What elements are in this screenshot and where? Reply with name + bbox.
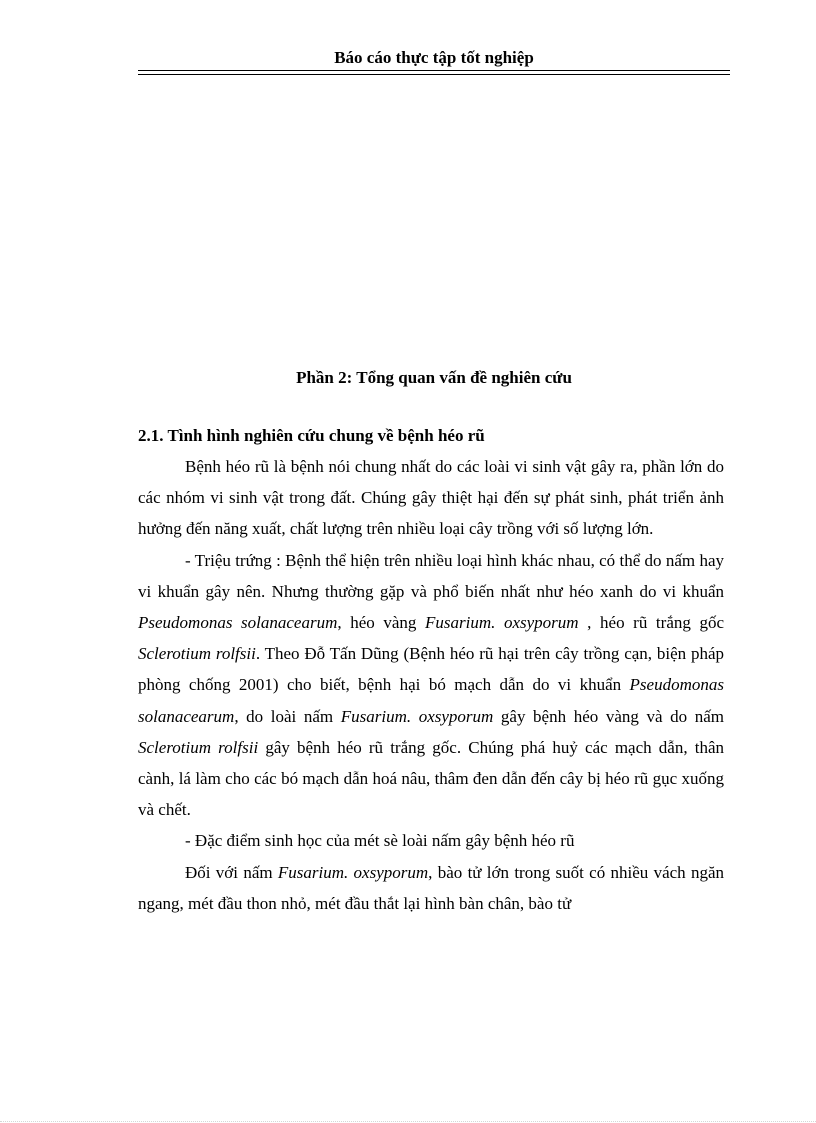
text-span: , bào tử lớn trong suốt có nhiều vách ngăn ngang, mét đầu thon nhỏ, mét đầu thắt lại hình bàn chân, bào tử — [138, 862, 725, 913]
page-bottom-border — [0, 1121, 816, 1122]
text-span: gây bệnh héo rũ trắng gốc. Chúng phá huỷ các mạch dẫn, thân cành, lá làm cho các bó mạch dẫn hoá nâu, thâm đen dẫn đến cây bị héo rũ gục xuống và chết. — [138, 737, 725, 820]
species-name: Fusarium. oxsyporum — [340, 706, 494, 726]
part-title: Phần 2: Tổng quan vấn đề nghiên cứu — [296, 368, 572, 387]
body-text — [138, 451, 724, 919]
species-name: Pseudomonas solanacearum — [138, 675, 724, 726]
text-span: - Triệu trứng : Bệnh thể hiện trên nhiều loại hình khác nhau, có thể do nấm hay vi khuẩn gây nên. Nhưng thường gặp và phổ biến nhất như héo xanh do vi khuẩn — [138, 550, 724, 601]
text-span: Đối với nấm — [185, 862, 278, 882]
paragraph-symptoms — [138, 545, 724, 826]
species-name: Sclerotium rolfsii — [138, 737, 259, 757]
text-span: gây bệnh héo vàng và do nấm — [493, 706, 725, 726]
paragraph-overview: Bệnh héo rũ là bệnh nói chung nhất do các loài vi sinh vật gây ra, phần lớn do các nhóm vi sinh vật trong đất. Chúng gây thiệt hại đến sự phát sinh, phát triển ảnh hưởng đến năng xuất, chất lượng trên nhiều loại cây trồng với số lượng lớn. — [138, 457, 724, 539]
paragraph-fusarium — [138, 857, 724, 919]
species-name: Fusarium. oxsyporum — [425, 613, 579, 633]
header-title: Báo cáo thực tập tốt nghiệp — [334, 48, 534, 67]
paragraph-biology-heading: - Đặc điểm sinh học của mét sè loài nấm gây bệnh héo rũ — [185, 831, 575, 851]
species-name: Fusarium. oxsyporum — [277, 862, 429, 882]
header-rule-thick — [138, 70, 730, 71]
text-span: , héo vàng — [337, 613, 425, 633]
text-span: . Theo Đỗ Tấn Dũng (Bệnh héo rũ hại trên cây trồng cạn, biện pháp phòng chống 2001) cho biết, bệnh hại bó mạch dẫn do vi khuẩn — [138, 644, 724, 695]
species-name: Pseudomonas solanacearum — [138, 613, 338, 633]
text-span: , héo rũ trắng gốc — [578, 613, 725, 633]
species-name: Sclerotium rolfsii — [138, 644, 256, 664]
header-rule-thin — [138, 74, 730, 75]
text-span: , do loài nấm — [234, 706, 341, 726]
section-heading: 2.1. Tình hình nghiên cứu chung về bệnh héo rũ — [138, 426, 485, 445]
